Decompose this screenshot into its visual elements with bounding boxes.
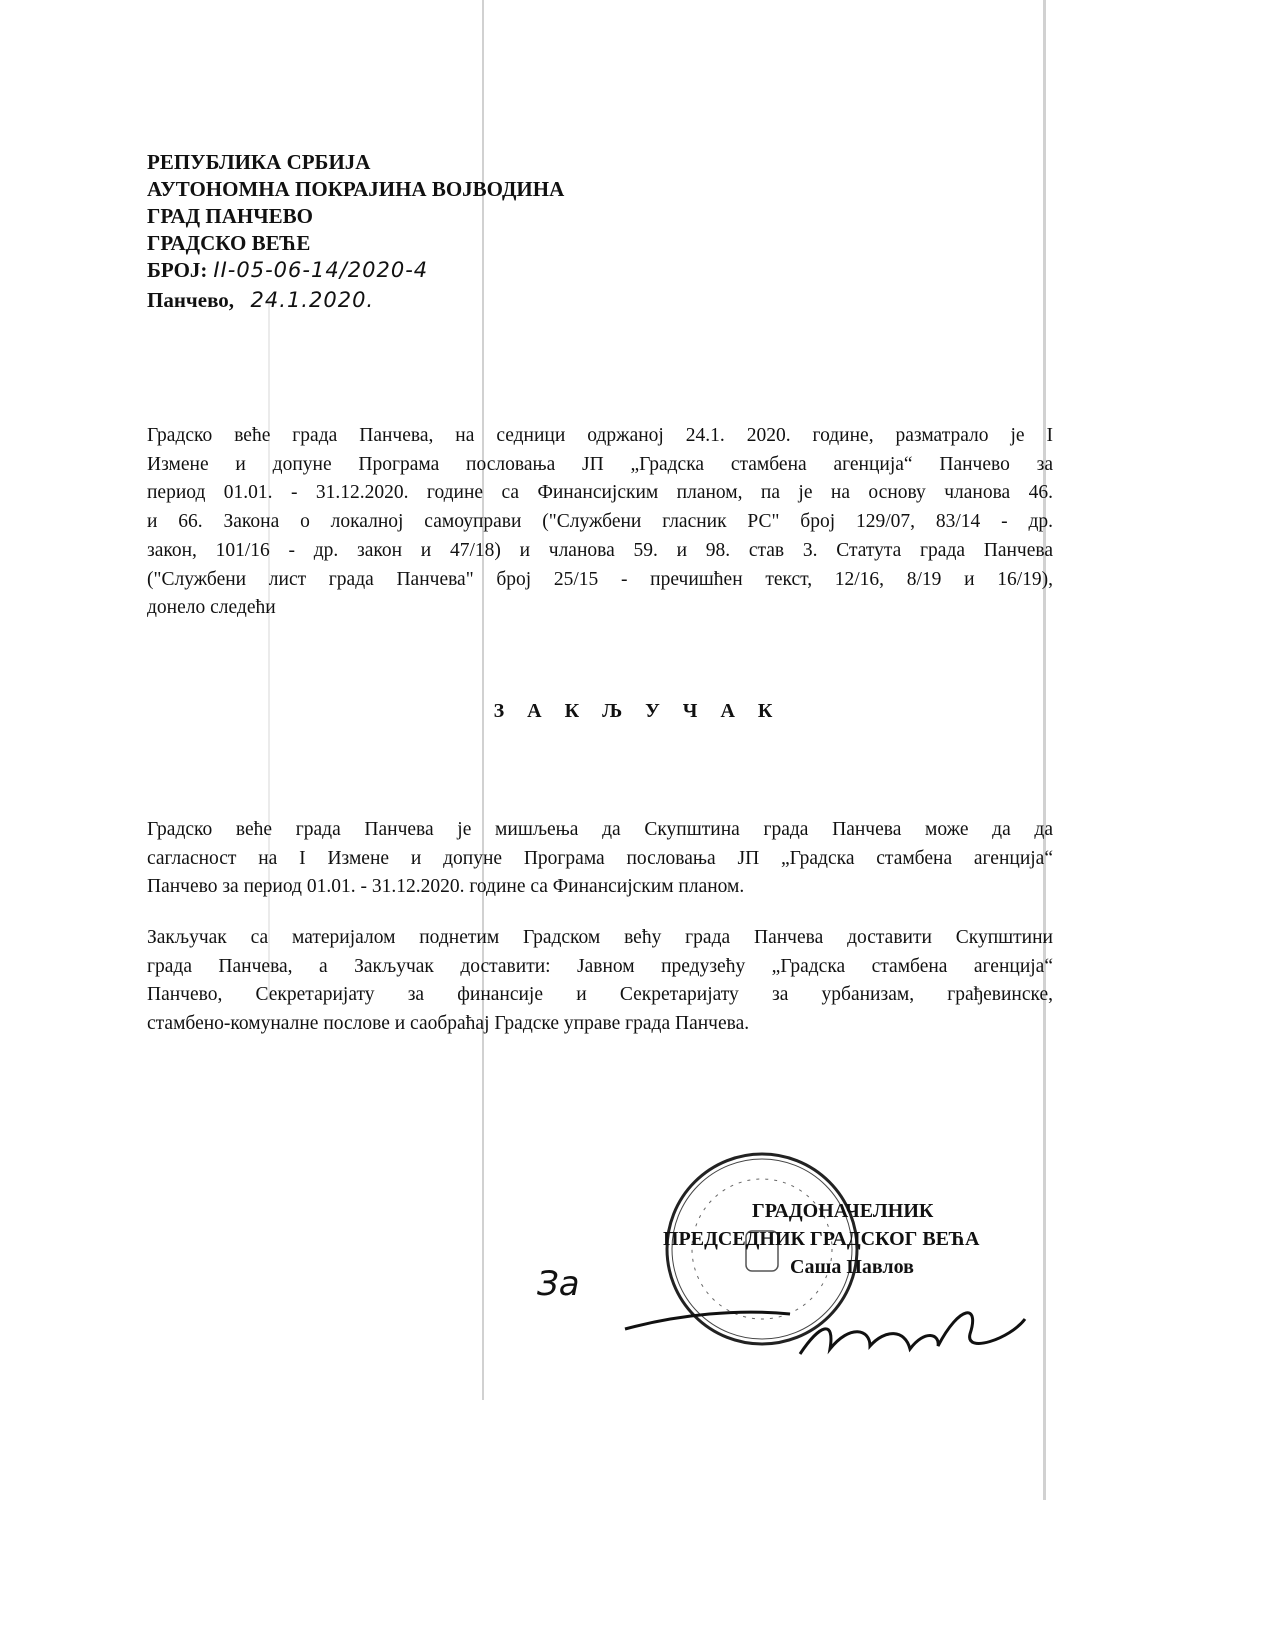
number-label: БРОЈ: <box>147 258 208 282</box>
document-header <box>147 149 1053 314</box>
signatory-name: Саша Павлов <box>790 1255 914 1278</box>
handwritten-date: 24.1.2020. <box>250 288 375 312</box>
signature-title-mayor: ГРАДОНАЧЕЛНИК <box>752 1199 934 1222</box>
text-line: Закључак са материјалом поднетим Градском већу града Панчева доставити Скупштини <box>147 927 1053 949</box>
conclusion-paragraph <box>147 816 1053 902</box>
text-line: ("Службени лист града Панчева" број 25/15 - пречишћен текст, 12/16, 8/19 и 16/19), <box>147 568 1053 590</box>
document-number <box>147 257 1053 284</box>
handwritten-signature <box>620 1284 1040 1374</box>
delivery-paragraph <box>147 924 1053 1039</box>
handwritten-number: II-05-06-14/2020-4 <box>213 258 429 282</box>
document-title: З А К Љ У Ч А К <box>493 699 782 722</box>
text-line: и 66. Закона о локалној самоуправи ("Службени гласник РС" број 129/07, 83/14 - др. <box>147 511 1053 533</box>
document-date <box>147 287 1053 314</box>
text-line: Панчево за период 01.01. - 31.12.2020. године са Финансијским планом. <box>147 876 745 898</box>
text-line: Градско веће града Панчева, на седници одржаној 24.1. 2020. године, разматрало је I <box>147 425 1053 446</box>
header-line: РЕПУБЛИКА СРБИЈА <box>147 150 371 174</box>
signature-title-president: ПРЕДСЕДНИК ГРАДСКОГ ВЕЋА <box>663 1227 980 1250</box>
header-line: АУТОНОМНА ПОКРАЈИНА ВОЈВОДИНА <box>147 177 565 201</box>
text-line: Градско веће града Панчева је мишљења да Скупштина града Панчева може да да <box>147 818 1053 840</box>
text-line: сагласност на I Измене и допуне Програма пословања ЈП „Градска стамбена агенција“ <box>147 847 1053 869</box>
signature-block <box>147 1169 1053 1369</box>
text-line: Измене и допуне Програма пословања ЈП „Градска стамбена агенција“ Панчево за <box>147 453 1053 475</box>
place-label: Панчево, <box>147 288 235 312</box>
handwritten-on-behalf: За <box>537 1263 580 1304</box>
text-line: града Панчева, а Закључак доставити: Јавном предузећу „Градска стамбена агенција“ <box>147 955 1053 977</box>
header-line: ГРАДСКО ВЕЋЕ <box>147 231 311 255</box>
text-line: Панчево, Секретаријату за финансије и Секретаријату за урбанизам, грађевинске, <box>147 984 1053 1006</box>
text-line: период 01.01. - 31.12.2020. године са Финансијским планом, па је на основу чланова 46. <box>147 482 1053 504</box>
header-line: ГРАД ПАНЧЕВО <box>147 204 313 228</box>
text-line: закон, 101/16 - др. закон и 47/18) и чланова 59. и 98. став 3. Статута града Панчева <box>147 539 1053 561</box>
text-line: стамбено-комуналне послове и саобраћај Градске управе града Панчева. <box>147 1013 750 1035</box>
text-line: донело следећи <box>147 597 276 619</box>
intro-paragraph <box>147 422 1053 623</box>
